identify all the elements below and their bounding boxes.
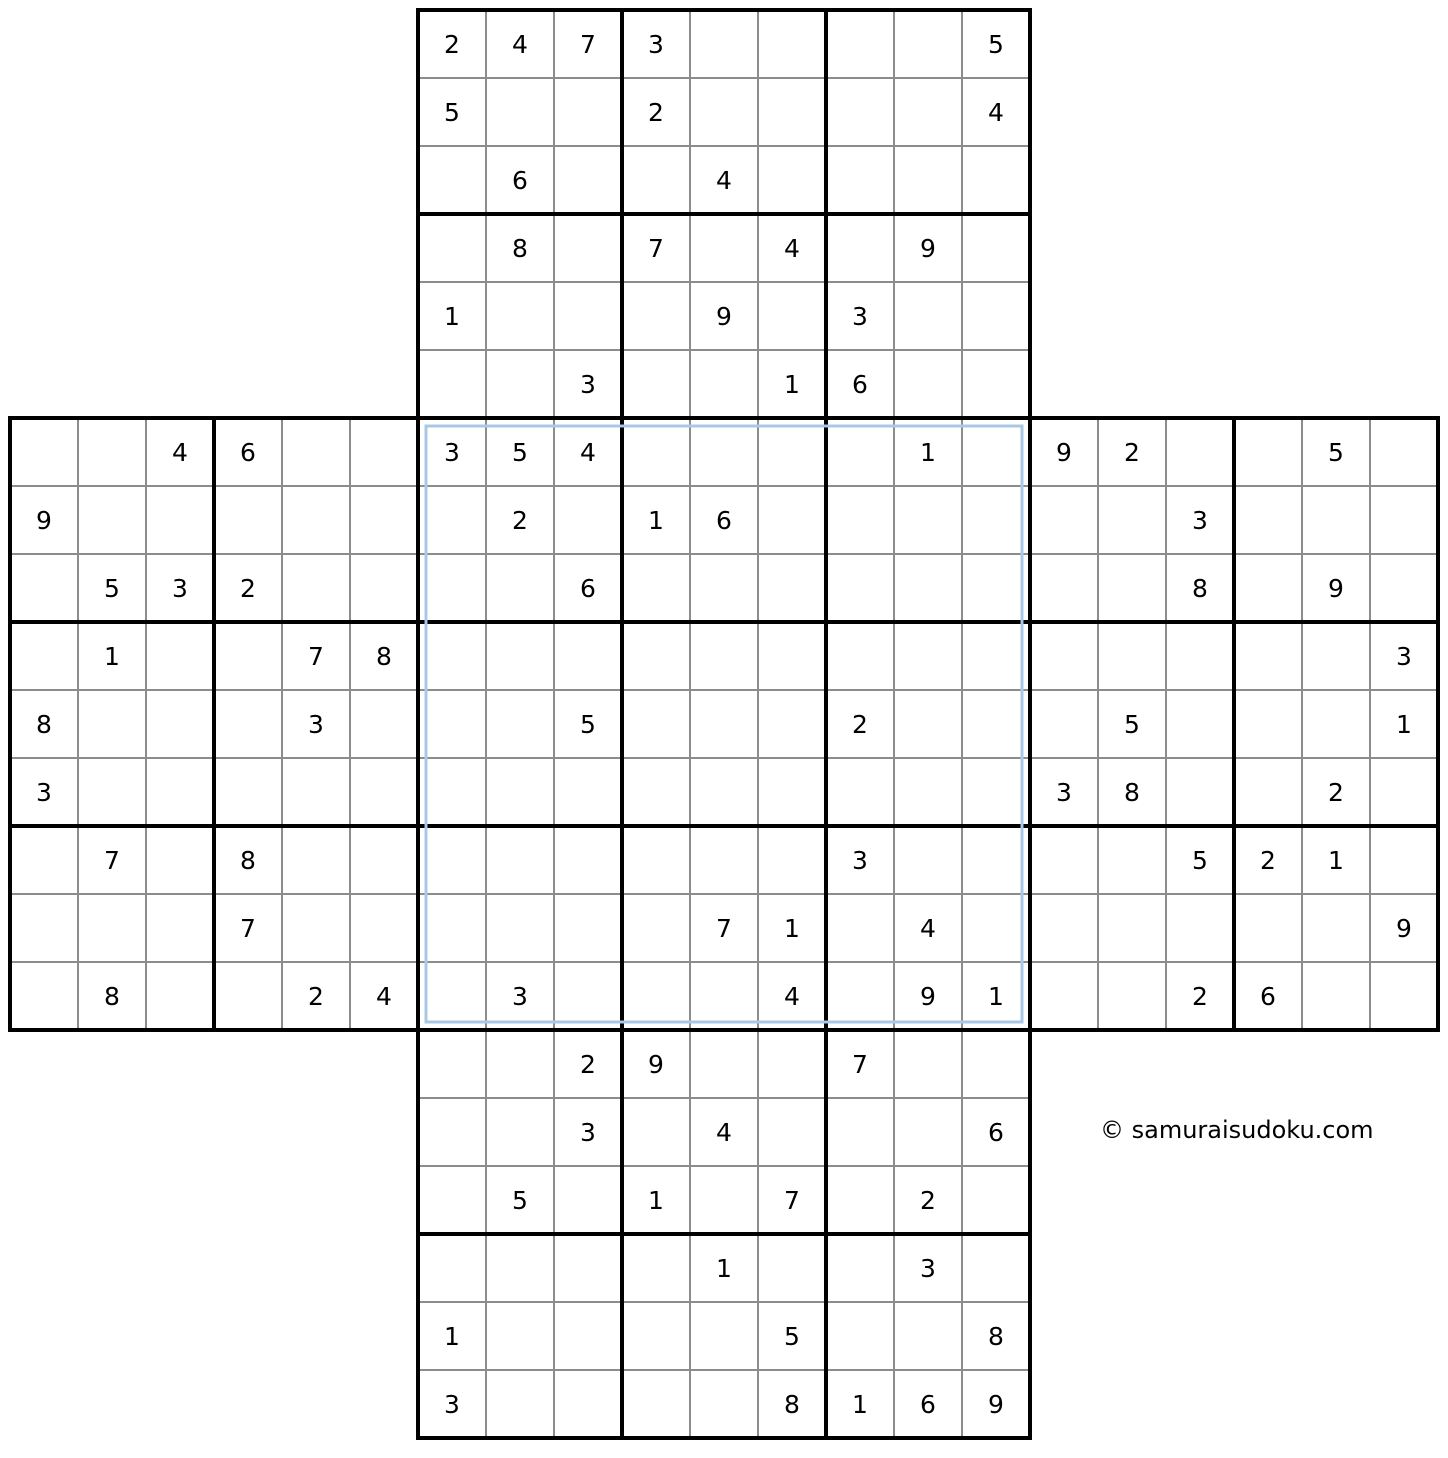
- given-digit: 1: [784, 914, 800, 943]
- cell[interactable]: [826, 418, 894, 486]
- cell[interactable]: [622, 418, 690, 486]
- cell[interactable]: [690, 1302, 758, 1370]
- given-digit: 6: [920, 1390, 936, 1419]
- cell[interactable]: [214, 962, 282, 1030]
- cell[interactable]: [894, 826, 962, 894]
- cell[interactable]: [1234, 418, 1302, 486]
- given-digit: 9: [920, 234, 936, 263]
- cell[interactable]: [826, 10, 894, 78]
- given-digit: 4: [784, 982, 800, 1011]
- cell[interactable]: [418, 486, 486, 554]
- given-digit: 6: [1260, 982, 1276, 1011]
- given-digit: 5: [784, 1322, 800, 1351]
- cell[interactable]: [10, 962, 78, 1030]
- given-digit: 1: [1328, 846, 1344, 875]
- cell[interactable]: [78, 758, 146, 826]
- cell[interactable]: [350, 758, 418, 826]
- given-digit: 7: [580, 30, 596, 59]
- given-digit: 7: [716, 914, 732, 943]
- cell[interactable]: [1166, 690, 1234, 758]
- cell[interactable]: [622, 894, 690, 962]
- cell[interactable]: [554, 1234, 622, 1302]
- cell[interactable]: [894, 1098, 962, 1166]
- cell[interactable]: [962, 1234, 1030, 1302]
- cell[interactable]: [758, 282, 826, 350]
- cell[interactable]: [962, 418, 1030, 486]
- cell[interactable]: [1098, 962, 1166, 1030]
- given-digit: 3: [444, 1390, 460, 1419]
- cell[interactable]: [622, 554, 690, 622]
- cell[interactable]: [894, 78, 962, 146]
- given-digit: 3: [308, 710, 324, 739]
- given-digit: 7: [784, 1186, 800, 1215]
- cell[interactable]: [486, 894, 554, 962]
- cell[interactable]: [758, 554, 826, 622]
- given-digit: 2: [1328, 778, 1344, 807]
- cell[interactable]: [690, 554, 758, 622]
- cell[interactable]: [894, 758, 962, 826]
- cell[interactable]: [962, 350, 1030, 418]
- cell[interactable]: [554, 1166, 622, 1234]
- given-digit: 2: [308, 982, 324, 1011]
- cell[interactable]: [78, 418, 146, 486]
- given-digit: 4: [920, 914, 936, 943]
- cell[interactable]: [418, 622, 486, 690]
- given-digit: 1: [784, 370, 800, 399]
- cells-layer: [10, 10, 1438, 1438]
- cell[interactable]: [894, 1030, 962, 1098]
- given-digit: 2: [1192, 982, 1208, 1011]
- given-digit: 5: [1328, 438, 1344, 467]
- given-digit: 8: [784, 1390, 800, 1419]
- cell[interactable]: [1098, 826, 1166, 894]
- given-digit: 6: [512, 166, 528, 195]
- given-digit: 8: [1124, 778, 1140, 807]
- cell[interactable]: [282, 894, 350, 962]
- cell[interactable]: [962, 894, 1030, 962]
- given-digit: 4: [376, 982, 392, 1011]
- cell[interactable]: [1098, 486, 1166, 554]
- cell[interactable]: [1030, 690, 1098, 758]
- cell[interactable]: [1234, 486, 1302, 554]
- given-digit: 8: [104, 982, 120, 1011]
- cell[interactable]: [622, 1370, 690, 1438]
- cell[interactable]: [690, 78, 758, 146]
- cell[interactable]: [758, 1030, 826, 1098]
- cell[interactable]: [418, 1098, 486, 1166]
- given-digit: 8: [376, 642, 392, 671]
- cell[interactable]: [1166, 894, 1234, 962]
- cell[interactable]: [622, 622, 690, 690]
- given-digit: 5: [512, 438, 528, 467]
- cell[interactable]: [350, 894, 418, 962]
- cell[interactable]: [826, 1098, 894, 1166]
- copyright-notice: © samuraisudoku.com: [1100, 1116, 1374, 1144]
- cell[interactable]: [758, 78, 826, 146]
- cell[interactable]: [690, 622, 758, 690]
- cell[interactable]: [826, 622, 894, 690]
- cell[interactable]: [622, 758, 690, 826]
- cell[interactable]: [894, 1302, 962, 1370]
- cell[interactable]: [282, 418, 350, 486]
- given-digit: 9: [1056, 438, 1072, 467]
- cell[interactable]: [418, 758, 486, 826]
- cell[interactable]: [1098, 894, 1166, 962]
- cell[interactable]: [1370, 758, 1438, 826]
- given-digit: 7: [308, 642, 324, 671]
- given-digit: 9: [1328, 574, 1344, 603]
- cell[interactable]: [486, 758, 554, 826]
- given-digit: 9: [36, 506, 52, 535]
- cell[interactable]: [1302, 962, 1370, 1030]
- given-digit: 5: [1192, 846, 1208, 875]
- cell[interactable]: [1030, 486, 1098, 554]
- given-digit: 9: [920, 982, 936, 1011]
- cell[interactable]: [1370, 418, 1438, 486]
- cell[interactable]: [1302, 486, 1370, 554]
- cell[interactable]: [418, 214, 486, 282]
- cell[interactable]: [486, 1234, 554, 1302]
- given-digit: 2: [920, 1186, 936, 1215]
- given-digit: 8: [1192, 574, 1208, 603]
- cell[interactable]: [146, 622, 214, 690]
- cell[interactable]: [282, 486, 350, 554]
- cell[interactable]: [622, 690, 690, 758]
- cell[interactable]: [554, 1302, 622, 1370]
- given-digit: 9: [648, 1050, 664, 1079]
- given-digit: 3: [172, 574, 188, 603]
- cell[interactable]: [146, 894, 214, 962]
- cell[interactable]: [486, 1370, 554, 1438]
- given-digit: 3: [580, 1118, 596, 1147]
- given-digit: 1: [444, 1322, 460, 1351]
- given-digit: 9: [988, 1390, 1004, 1419]
- cell[interactable]: [282, 826, 350, 894]
- given-digit: 5: [1124, 710, 1140, 739]
- given-digit: 8: [36, 710, 52, 739]
- cell[interactable]: [418, 826, 486, 894]
- cell[interactable]: [486, 1098, 554, 1166]
- given-digit: 1: [648, 1186, 664, 1215]
- given-digit: 4: [716, 1118, 732, 1147]
- given-digit: 4: [988, 98, 1004, 127]
- given-digit: 9: [1396, 914, 1412, 943]
- given-digit: 4: [716, 166, 732, 195]
- cell[interactable]: [1302, 622, 1370, 690]
- cell[interactable]: [826, 1234, 894, 1302]
- cell[interactable]: [758, 758, 826, 826]
- cell[interactable]: [10, 826, 78, 894]
- cell[interactable]: [554, 826, 622, 894]
- cell[interactable]: [894, 486, 962, 554]
- cell[interactable]: [554, 622, 622, 690]
- cell[interactable]: [894, 10, 962, 78]
- cell[interactable]: [826, 214, 894, 282]
- cell[interactable]: [486, 554, 554, 622]
- cell[interactable]: [690, 962, 758, 1030]
- cell[interactable]: [1098, 554, 1166, 622]
- given-digit: 3: [852, 302, 868, 331]
- cell[interactable]: [554, 146, 622, 214]
- cell[interactable]: [214, 758, 282, 826]
- given-digit: 2: [1260, 846, 1276, 875]
- cell[interactable]: [962, 554, 1030, 622]
- given-digit: 3: [444, 438, 460, 467]
- cell[interactable]: [962, 282, 1030, 350]
- cell[interactable]: [826, 554, 894, 622]
- given-digit: 5: [580, 710, 596, 739]
- given-digit: 7: [104, 846, 120, 875]
- given-digit: 2: [648, 98, 664, 127]
- given-digit: 5: [104, 574, 120, 603]
- cell[interactable]: [486, 1302, 554, 1370]
- cell[interactable]: [1234, 622, 1302, 690]
- given-digit: 3: [36, 778, 52, 807]
- cell[interactable]: [690, 690, 758, 758]
- given-digit: 6: [852, 370, 868, 399]
- given-digit: 3: [512, 982, 528, 1011]
- cell[interactable]: [214, 690, 282, 758]
- given-digit: 6: [716, 506, 732, 535]
- given-digit: 5: [988, 30, 1004, 59]
- cell[interactable]: [826, 1302, 894, 1370]
- given-digit: 1: [104, 642, 120, 671]
- cell[interactable]: [554, 214, 622, 282]
- cell[interactable]: [486, 622, 554, 690]
- given-digit: 1: [648, 506, 664, 535]
- cell[interactable]: [962, 826, 1030, 894]
- cell[interactable]: [690, 1370, 758, 1438]
- cell[interactable]: [350, 486, 418, 554]
- cell[interactable]: [418, 1030, 486, 1098]
- cell[interactable]: [10, 418, 78, 486]
- cell[interactable]: [894, 350, 962, 418]
- cell[interactable]: [758, 418, 826, 486]
- cell[interactable]: [146, 962, 214, 1030]
- cell[interactable]: [1234, 894, 1302, 962]
- cell[interactable]: [418, 146, 486, 214]
- given-digit: 3: [1396, 642, 1412, 671]
- cell[interactable]: [350, 690, 418, 758]
- given-digit: 4: [172, 438, 188, 467]
- cell[interactable]: [1370, 962, 1438, 1030]
- cell[interactable]: [486, 826, 554, 894]
- given-digit: 1: [852, 1390, 868, 1419]
- given-digit: 4: [784, 234, 800, 263]
- cell[interactable]: [554, 894, 622, 962]
- cell[interactable]: [690, 418, 758, 486]
- cell[interactable]: [1030, 826, 1098, 894]
- given-digit: 2: [444, 30, 460, 59]
- cell[interactable]: [282, 554, 350, 622]
- given-digit: 8: [240, 846, 256, 875]
- cell[interactable]: [418, 962, 486, 1030]
- cell[interactable]: [1234, 690, 1302, 758]
- cell[interactable]: [554, 78, 622, 146]
- cell[interactable]: [10, 554, 78, 622]
- cell[interactable]: [962, 214, 1030, 282]
- cell[interactable]: [894, 690, 962, 758]
- given-digit: 8: [512, 234, 528, 263]
- given-digit: 3: [648, 30, 664, 59]
- cell[interactable]: [690, 350, 758, 418]
- given-digit: 5: [444, 98, 460, 127]
- cell[interactable]: [486, 282, 554, 350]
- cell[interactable]: [554, 1370, 622, 1438]
- cell[interactable]: [214, 622, 282, 690]
- cell[interactable]: [1370, 486, 1438, 554]
- cell[interactable]: [78, 486, 146, 554]
- cell[interactable]: [894, 146, 962, 214]
- cell[interactable]: [962, 1166, 1030, 1234]
- cell[interactable]: [78, 894, 146, 962]
- cell[interactable]: [486, 690, 554, 758]
- given-digit: 6: [988, 1118, 1004, 1147]
- given-digit: 7: [852, 1050, 868, 1079]
- cell[interactable]: [1302, 690, 1370, 758]
- cell[interactable]: [622, 1234, 690, 1302]
- cell[interactable]: [962, 622, 1030, 690]
- cell[interactable]: [758, 1098, 826, 1166]
- cell[interactable]: [758, 622, 826, 690]
- cell[interactable]: [622, 1098, 690, 1166]
- cell[interactable]: [418, 894, 486, 962]
- cell[interactable]: [146, 486, 214, 554]
- given-digit: 3: [1192, 506, 1208, 535]
- cell[interactable]: [758, 1234, 826, 1302]
- given-digit: 4: [512, 30, 528, 59]
- cell[interactable]: [826, 486, 894, 554]
- cell[interactable]: [1166, 418, 1234, 486]
- given-digit: 2: [240, 574, 256, 603]
- cell[interactable]: [1098, 622, 1166, 690]
- cell[interactable]: [962, 1030, 1030, 1098]
- cell[interactable]: [146, 690, 214, 758]
- cell[interactable]: [1234, 554, 1302, 622]
- cell[interactable]: [418, 350, 486, 418]
- cell[interactable]: [1030, 962, 1098, 1030]
- cell[interactable]: [894, 554, 962, 622]
- cell[interactable]: [10, 622, 78, 690]
- cell[interactable]: [554, 962, 622, 1030]
- cell[interactable]: [78, 690, 146, 758]
- given-digit: 9: [716, 302, 732, 331]
- cell[interactable]: [894, 282, 962, 350]
- cell[interactable]: [486, 350, 554, 418]
- cell[interactable]: [826, 962, 894, 1030]
- cell[interactable]: [622, 962, 690, 1030]
- given-digit: 2: [852, 710, 868, 739]
- cell[interactable]: [690, 10, 758, 78]
- cell[interactable]: [1370, 554, 1438, 622]
- cell[interactable]: [554, 282, 622, 350]
- given-digit: 6: [240, 438, 256, 467]
- cell[interactable]: [826, 146, 894, 214]
- given-digit: 1: [1396, 710, 1412, 739]
- cell[interactable]: [690, 214, 758, 282]
- cell[interactable]: [1166, 622, 1234, 690]
- cell[interactable]: [554, 486, 622, 554]
- cell[interactable]: [826, 894, 894, 962]
- given-digit: 1: [920, 438, 936, 467]
- cell[interactable]: [690, 1030, 758, 1098]
- cell[interactable]: [1030, 554, 1098, 622]
- cell[interactable]: [486, 78, 554, 146]
- cell[interactable]: [146, 758, 214, 826]
- given-digit: 1: [444, 302, 460, 331]
- given-digit: 8: [988, 1322, 1004, 1351]
- cell[interactable]: [758, 146, 826, 214]
- given-digit: 6: [580, 574, 596, 603]
- given-digit: 7: [240, 914, 256, 943]
- given-digit: 4: [580, 438, 596, 467]
- cell[interactable]: [486, 1030, 554, 1098]
- cell[interactable]: [826, 78, 894, 146]
- given-digit: 3: [920, 1254, 936, 1283]
- cell[interactable]: [758, 486, 826, 554]
- cell[interactable]: [962, 146, 1030, 214]
- cell[interactable]: [146, 826, 214, 894]
- cell[interactable]: [418, 1166, 486, 1234]
- cell[interactable]: [1302, 894, 1370, 962]
- cell[interactable]: [690, 758, 758, 826]
- given-digit: 1: [716, 1254, 732, 1283]
- cell[interactable]: [1234, 758, 1302, 826]
- cell[interactable]: [690, 826, 758, 894]
- given-digit: 3: [580, 370, 596, 399]
- cell[interactable]: [622, 282, 690, 350]
- cell[interactable]: [622, 146, 690, 214]
- cell[interactable]: [10, 894, 78, 962]
- cell[interactable]: [554, 758, 622, 826]
- given-digit: 1: [988, 982, 1004, 1011]
- cell[interactable]: [418, 690, 486, 758]
- cell[interactable]: [962, 758, 1030, 826]
- cell[interactable]: [350, 826, 418, 894]
- cell[interactable]: [894, 622, 962, 690]
- cell[interactable]: [962, 690, 1030, 758]
- cell[interactable]: [758, 690, 826, 758]
- given-digit: 3: [852, 846, 868, 875]
- cell[interactable]: [1030, 894, 1098, 962]
- cell[interactable]: [758, 10, 826, 78]
- cell[interactable]: [418, 554, 486, 622]
- cell[interactable]: [1166, 758, 1234, 826]
- cell[interactable]: [350, 418, 418, 486]
- cell[interactable]: [690, 1166, 758, 1234]
- cell[interactable]: [214, 486, 282, 554]
- cell[interactable]: [418, 1234, 486, 1302]
- cell[interactable]: [622, 826, 690, 894]
- cell[interactable]: [758, 826, 826, 894]
- given-digit: 5: [512, 1186, 528, 1215]
- cell[interactable]: [350, 554, 418, 622]
- cell[interactable]: [1030, 622, 1098, 690]
- cell[interactable]: [622, 1302, 690, 1370]
- given-digit: 2: [580, 1050, 596, 1079]
- cell[interactable]: [282, 758, 350, 826]
- cell[interactable]: [622, 350, 690, 418]
- given-digit: 3: [1056, 778, 1072, 807]
- given-digit: 2: [1124, 438, 1140, 467]
- cell[interactable]: [962, 486, 1030, 554]
- cell[interactable]: [826, 758, 894, 826]
- given-digit: 7: [648, 234, 664, 263]
- cell[interactable]: [826, 1166, 894, 1234]
- cell[interactable]: [1370, 826, 1438, 894]
- given-digit: 2: [512, 506, 528, 535]
